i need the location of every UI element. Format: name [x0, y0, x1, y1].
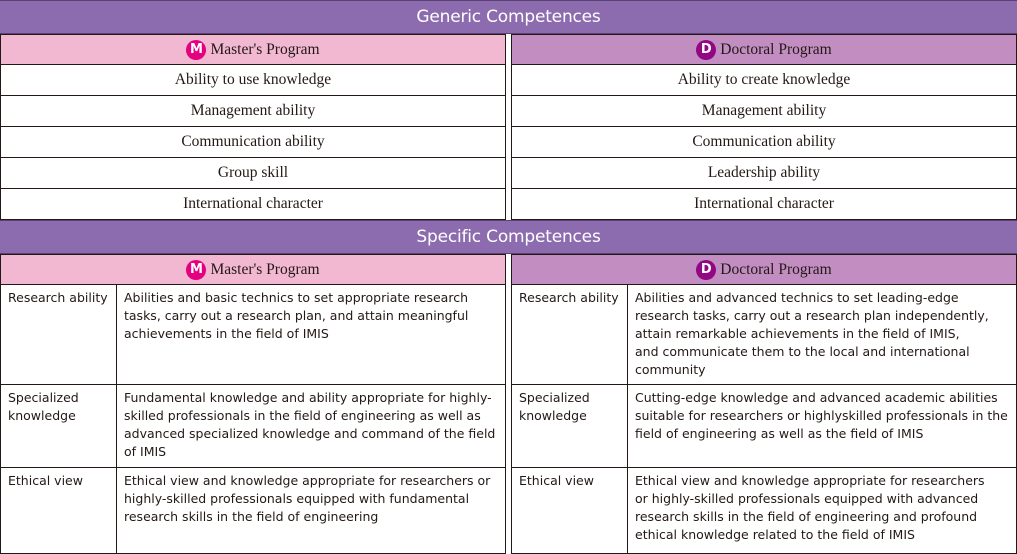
row-label [512, 468, 628, 554]
description-line: Abilities and basic technics to set appropriate research [124, 290, 469, 305]
row-description [628, 468, 1016, 554]
description-line: Ethical view and knowledge appropriate for researchers or [124, 473, 491, 488]
description-line: advanced specialized knowledge and command of the field [124, 426, 496, 441]
description-line: community [635, 362, 706, 377]
specific-doctoral-column [511, 254, 1017, 554]
table-row [1, 385, 505, 468]
table-row [512, 285, 1016, 385]
description-line: of IMIS [124, 444, 167, 459]
generic-competences-title: Generic Competences [0, 0, 1017, 34]
doctoral-badge-icon: D [696, 260, 716, 280]
row-description [628, 285, 1016, 384]
row-label-line: knowledge [8, 408, 76, 423]
description-line: highly-skilled professionals equipped with fundamental [124, 491, 470, 506]
table-row [512, 468, 1016, 554]
generic-masters-header [1, 35, 505, 65]
description-line: Ethical view and knowledge appropriate for researchers [635, 473, 985, 488]
row-label-line: Specialized [8, 390, 79, 405]
table-row [1, 468, 505, 554]
description-line: attain remarkable achievements in the field of IMIS, [635, 326, 960, 341]
competence-item: Leadership ability [512, 158, 1016, 189]
description-line: tasks, carry out a research plan, and attain meaningful [124, 308, 469, 323]
row-label [1, 285, 117, 384]
row-label-line: Ethical view [8, 473, 83, 488]
masters-badge-icon: M [186, 40, 206, 60]
description-line: suitable for researchers or highlyskilled professionals in the [635, 408, 1008, 423]
generic-masters-column [0, 34, 506, 220]
description-line: skilled professionals in the field of engineering as well as [124, 408, 481, 423]
description-line: achievements in the field of IMIS [124, 326, 329, 341]
row-label [1, 385, 117, 467]
description-line: Fundamental knowledge and ability appropriate for highly- [124, 390, 492, 405]
row-description [628, 385, 1016, 467]
description-line: research skills in the field of engineering [124, 509, 379, 524]
competence-item: Communication ability [1, 127, 505, 158]
row-label-line: knowledge [519, 408, 587, 423]
row-description [117, 385, 505, 467]
row-label-line: Research ability [8, 290, 108, 305]
specific-competences-title: Specific Competences [0, 220, 1017, 254]
row-label [512, 385, 628, 467]
generic-doctoral-column [511, 34, 1017, 220]
competence-item: International character [694, 195, 834, 212]
description-line: research skills in the field of engineering and profound [635, 509, 978, 524]
row-label-line: Research ability [519, 290, 619, 305]
table-row [512, 385, 1016, 468]
competence-item: Management ability [1, 96, 505, 127]
program-label: Doctoral Program [720, 40, 832, 58]
program-label: Doctoral Program [720, 260, 832, 278]
competence-item: Ability to use knowledge [1, 65, 505, 96]
description-line: and communicate them to the local and international [635, 344, 970, 359]
description-line: Cutting-edge knowledge and advanced academic abilities [635, 390, 998, 405]
competence-item: Communication ability [512, 127, 1016, 158]
row-description [117, 285, 505, 384]
competence-item: Management ability [512, 96, 1016, 127]
specific-doctoral-header [512, 255, 1016, 285]
masters-badge-icon: M [186, 260, 206, 280]
table-row [1, 285, 505, 385]
generic-doctoral-header [512, 35, 1016, 65]
row-label-line: Specialized [519, 390, 590, 405]
program-label: Master's Program [210, 40, 320, 58]
row-label [512, 285, 628, 384]
description-line: field of engineering as well as the field of IMIS [635, 426, 924, 441]
description-line: research tasks, carry out a research plan independently, [635, 308, 989, 323]
description-line: ethical knowledge related to the field of IMIS [635, 527, 915, 542]
description-line: Abilities and advanced technics to set leading-edge [635, 290, 959, 305]
row-label-line: Ethical view [519, 473, 594, 488]
specific-masters-header [1, 255, 505, 285]
row-description [117, 468, 505, 554]
specific-masters-column [0, 254, 506, 554]
row-label [1, 468, 117, 554]
program-label: Master's Program [210, 260, 320, 278]
competence-item: Group skill [1, 158, 505, 189]
description-line: or highly-skilled professionals equipped with advanced [635, 491, 979, 506]
competence-item: Ability to create knowledge [512, 65, 1016, 96]
doctoral-badge-icon: D [696, 40, 716, 60]
competence-item: International character [183, 195, 323, 212]
